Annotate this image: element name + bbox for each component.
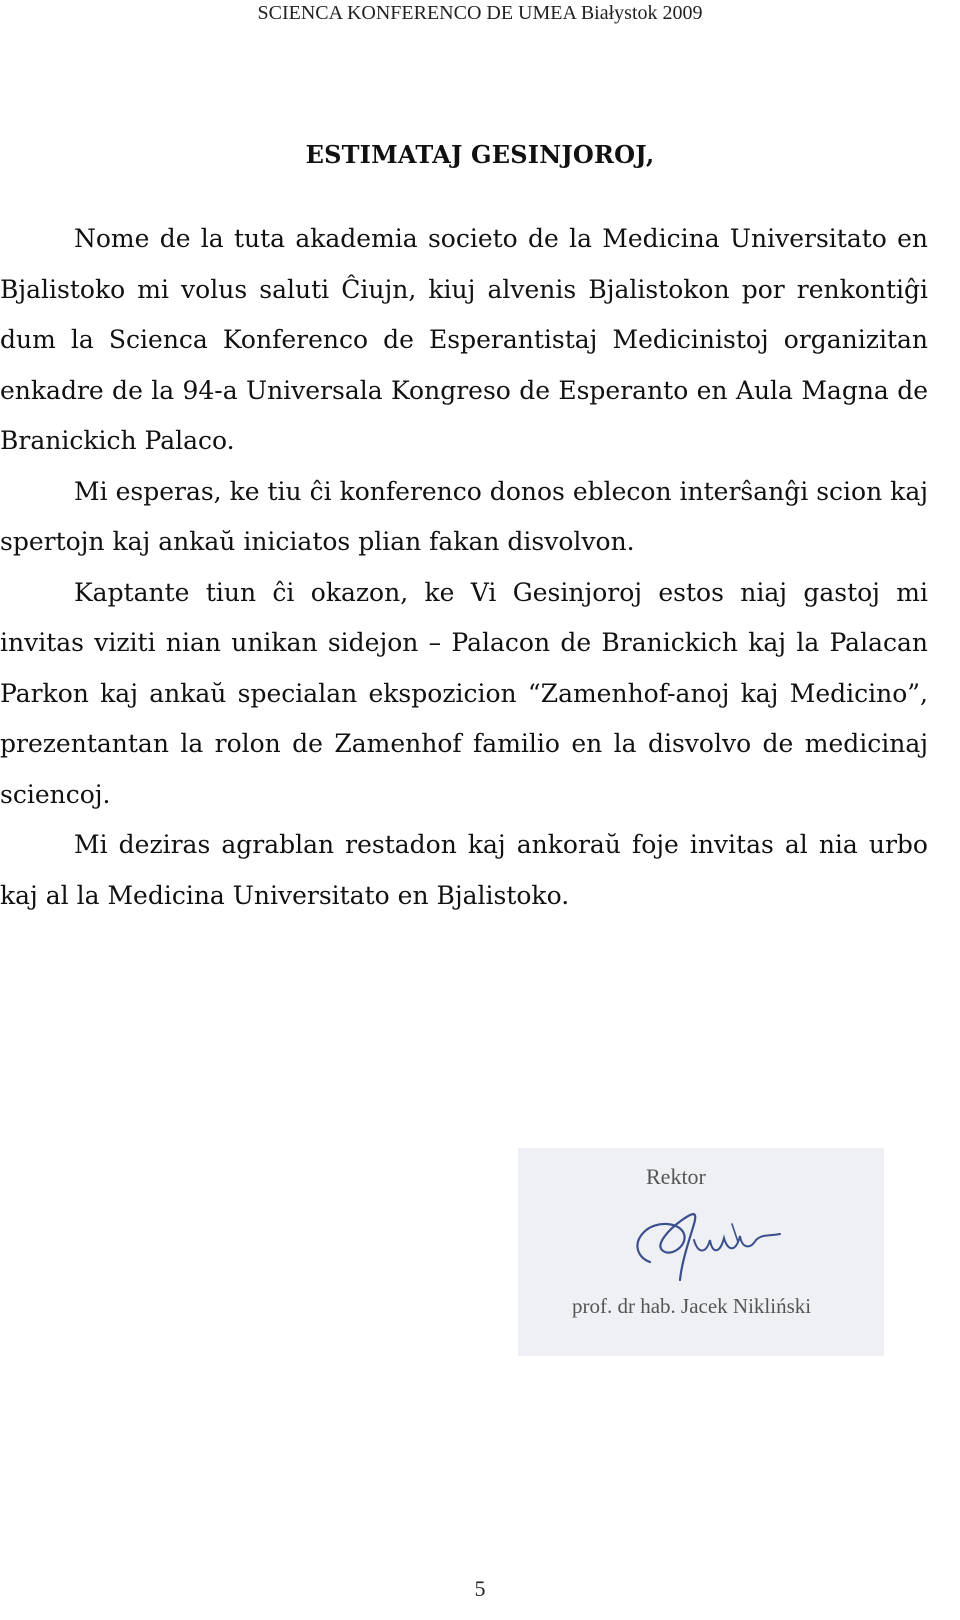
letter-body <box>0 214 928 921</box>
handwritten-signature <box>610 1200 810 1290</box>
signature-title: Rektor <box>646 1164 706 1189</box>
signature-block <box>518 1148 884 1356</box>
signatory-name: prof. dr hab. Jacek Nikliński <box>572 1294 812 1318</box>
page-number: 5 <box>474 1576 486 1601</box>
letter-greeting: ESTIMATAJ GESINJOROJ, <box>305 140 655 169</box>
paragraph-hope: Mi esperas, ke tiu ĉi konferenco donos eblecon interŝanĝi scion kaj spertojn kaj ankaŭ iniciatos plian fakan disvolvon. <box>0 476 928 556</box>
paragraph-invitation: Kaptante tiun ĉi okazon, ke Vi Gesinjoroj estos niaj gastoj mi invitas viziti nian unikan sidejon – Palacon de Branickich kaj la Palacan Parkon kaj ankaŭ specialan ekspozicion “Zamenhof-anoj kaj Medicino”, prezentantan la rolon de Zamenhof familio en la disvolvo de medicinaj sciencoj. <box>0 577 928 809</box>
running-header: SCIENCA KONFERENCO DE UMEA Białystok 2009 <box>257 2 703 24</box>
paragraph-closing: Mi deziras agrablan restadon kaj ankoraŭ foje invitas al nia urbo kaj al la Medicina Universitato en Bjalistoko. <box>0 830 928 910</box>
paragraph-welcome: Nome de la tuta akademia societo de la Medicina Universitato en Bjalistoko mi volus saluti Ĉiujn, kiuj alvenis Bjalistokon por renkontiĝi dum la Scienca Konferenco de Esperantistaj Medicinistoj organizitan enkadre de la 94-a Universala Kongreso de Esperanto en Aula Magna de Branickich Palaco. <box>0 224 928 455</box>
